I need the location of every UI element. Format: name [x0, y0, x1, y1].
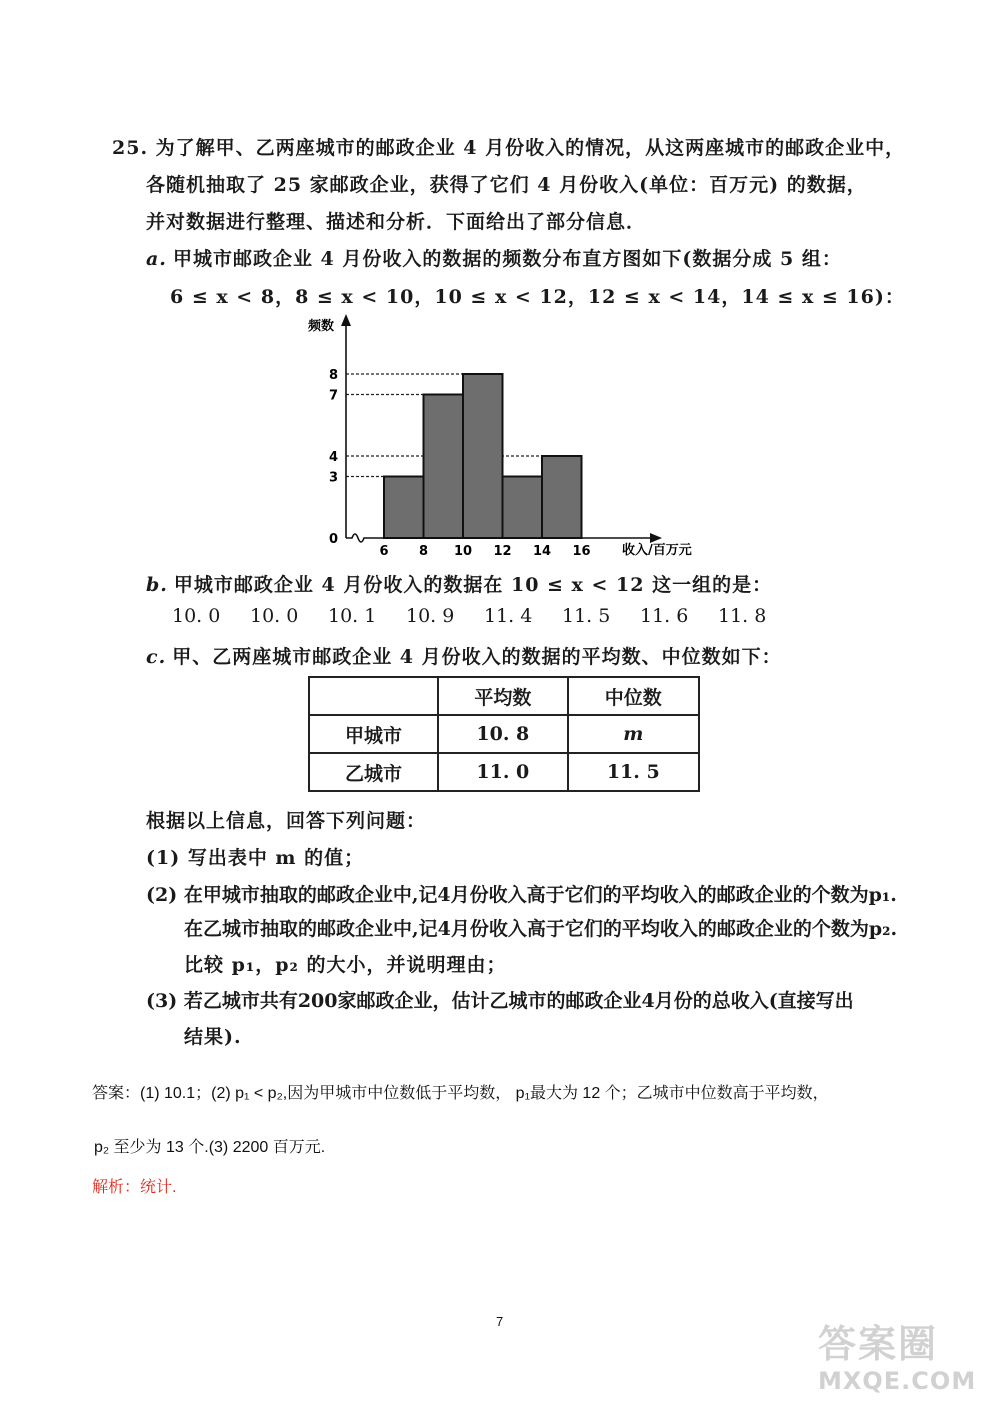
- question-3-line-2: 结果).: [184, 1026, 242, 1048]
- value-item: 11. 4: [484, 605, 533, 627]
- answer-line-2: p₂ 至少为 13 个.(3) 2200 百万元.: [94, 1139, 326, 1156]
- x-tick-label: 16: [572, 544, 591, 559]
- histogram-bar: [424, 395, 464, 539]
- value-item: 10. 0: [250, 605, 299, 627]
- part-c-label: c.: [146, 646, 167, 668]
- value-item: 10. 0: [172, 605, 221, 627]
- table-cell: m: [568, 715, 699, 753]
- histogram-bar: [384, 477, 424, 539]
- part-a-text: 甲城市邮政企业 4 月份收入的数据的频数分布直方图如下(数据分成 5 组：: [172, 248, 842, 270]
- histogram-bar: [503, 477, 543, 539]
- y-tick-label: 8: [328, 368, 338, 383]
- value-item: 10. 1: [328, 605, 377, 627]
- value-item: 11. 5: [562, 605, 611, 627]
- part-c: [146, 642, 782, 669]
- question-line-3: 并对数据进行整理、描述和分析．下面给出了部分信息．: [146, 211, 647, 233]
- watermark-url: MXQE.COM: [818, 1367, 977, 1395]
- y-axis-arrow: [341, 314, 351, 326]
- y-axis-label: 频数: [308, 319, 335, 334]
- part-a-label: a.: [146, 248, 167, 270]
- table-header-row: [309, 677, 699, 715]
- table-cell: 10. 8: [438, 715, 567, 753]
- value-item: 11. 8: [718, 605, 767, 627]
- x-tick-label: 10: [453, 544, 473, 559]
- histogram-bar: [463, 374, 503, 538]
- part-a: [146, 244, 842, 271]
- y-tick-label: 3: [328, 470, 338, 486]
- table-row: [309, 753, 699, 791]
- prompt-text: 根据以上信息，回答下列问题：: [146, 810, 427, 832]
- table-header-cell: 平均数: [438, 677, 567, 715]
- question-line-2: 各随机抽取了 25 家邮政企业，获得了它们 4 月份收入(单位：百万元) 的数据，: [146, 174, 867, 196]
- question-2-line-1: (2) 在甲城市抽取的邮政企业中,记4月份收入高于它们的平均收入的邮政企业的个数为p₁.: [146, 884, 897, 906]
- part-b-label: b.: [146, 574, 168, 596]
- answer-line-1: 答案：(1) 10.1；(2) p₁ < p₂,因为甲城市中位数低于平均数， p₁最大为 12 个；乙城市中位数高于平均数，: [92, 1085, 829, 1102]
- histogram-bar: [542, 456, 582, 538]
- x-tick-label: 12: [493, 544, 512, 559]
- part-a-groups: 6 ≤ x < 8，8 ≤ x < 10，10 ≤ x < 12，12 ≤ x < 14，14 ≤ x ≤ 16)：: [170, 286, 905, 308]
- part-b: [146, 570, 772, 597]
- table-header-cell: [309, 677, 438, 715]
- y-tick-label: 4: [328, 450, 338, 465]
- y-tick-label: 7: [328, 388, 338, 404]
- analysis-text: 解析：统计.: [92, 1179, 177, 1196]
- table-header-cell: 中位数: [568, 677, 699, 715]
- question-3-line-1: (3) 若乙城市共有200家邮政企业，估计乙城市的邮政企业4月份的总收入(直接写出: [146, 990, 854, 1012]
- question-2-line-3: 比较 p₁，p₂ 的大小，并说明理由；: [184, 954, 507, 976]
- table-cell: 11. 5: [568, 753, 699, 791]
- table-row: [309, 715, 699, 753]
- value-item: 10. 9: [406, 605, 455, 627]
- y-tick-label: 0: [328, 532, 338, 547]
- table-cell: 乙城市: [309, 753, 438, 791]
- watermark-text: 答案圈: [818, 1322, 939, 1366]
- part-b-values: [172, 605, 796, 627]
- x-tick-label: 14: [532, 544, 552, 559]
- watermark-logo: [818, 1322, 994, 1408]
- x-axis-arrow: [650, 533, 662, 543]
- part-c-text: 甲、乙两座城市邮政企业 4 月份收入的数据的平均数、中位数如下：: [172, 646, 782, 668]
- x-tick-label: 8: [418, 544, 429, 559]
- page-number: 7: [496, 1314, 504, 1329]
- question-2-line-2: 在乙城市抽取的邮政企业中,记4月份收入高于它们的平均收入的邮政企业的个数为p₂.: [184, 918, 898, 940]
- question-line-1: 25. 为了解甲、乙两座城市的邮政企业 4 月份收入的情况，从这两座城市的邮政企业中，: [112, 137, 906, 159]
- part-b-text: 甲城市邮政企业 4 月份收入的数据在 10 ≤ x < 12 这一组的是：: [173, 574, 773, 596]
- x-tick-label: 6: [379, 544, 389, 559]
- value-item: 11. 6: [640, 605, 689, 627]
- table-cell: 甲城市: [309, 715, 438, 753]
- stats-table: [308, 676, 700, 792]
- question-1: (1) 写出表中 m 的值；: [146, 847, 365, 869]
- histogram-chart: [300, 312, 700, 562]
- x-axis-label: 收入/百万元: [622, 543, 692, 558]
- table-cell: 11. 0: [438, 753, 567, 791]
